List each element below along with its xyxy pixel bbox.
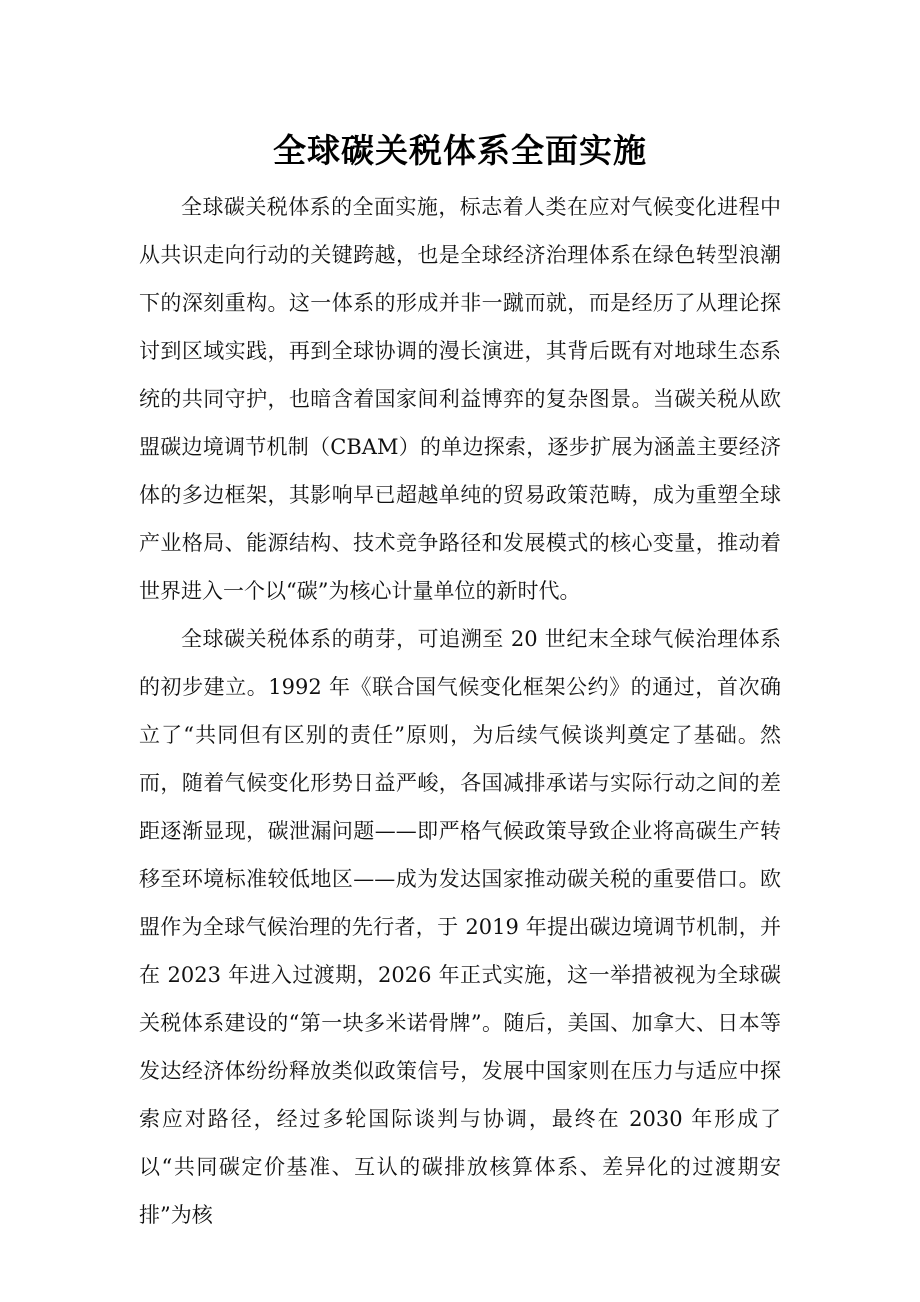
paragraph-2: 全球碳关税体系的萌芽，可追溯至 20 世纪末全球气候治理体系的初步建立。1992 年《联合国气候变化框架公约》的通过，首次确立了“共同但有区别的责任”原则，为后续气候谈判奠定了基础。然而，随着气候变化形势日益严峻，各国减排承诺与实际行动之间的差距逐渐显现，碳泄漏问题——即严格气候政策导致企业将高碳生产转移至环境标准较低地区——成为发达国家推动碳关税的重要借口。欧盟作为全球气候治理的先行者，于 2019 年提出碳边境调节机制，并在 2023 年进入过渡期，2026 年正式实施，这一举措被视为全球碳关税体系建设的“第一块多米诺骨牌”。随后，美国、加拿大、日本等发达经济体纷纷释放类似政策信号，发展中国家则在压力与适应中探索应对路径，经过多轮国际谈判与协调，最终在 2030 年形成了以“共同碳定价基准、互认的碳排放核算体系、差异化的过渡期安排”为核 <box>139 627 781 1227</box>
paragraph-1: 全球碳关税体系的全面实施，标志着人类在应对气候变化进程中从共识走向行动的关键跨越，也是全球经济治理体系在绿色转型浪潮下的深刻重构。这一体系的形成并非一蹴而就，而是经历了从理论探讨到区域实践，再到全球协调的漫长演进，其背后既有对地球生态系统的共同守护，也暗含着国家间利益博弈的复杂图景。当碳关税从欧盟碳边境调节机制（CBAM）的单边探索，逐步扩展为涵盖主要经济体的多边框架，其影响早已超越单纯的贸易政策范畴，成为重塑全球产业格局、能源结构、技术竞争路径和发展模式的核心变量，推动着世界进入一个以“碳”为核心计量单位的新时代。 <box>139 195 781 603</box>
document-title: 全球碳关税体系全面实施 <box>273 131 647 170</box>
document-body <box>139 183 781 1239</box>
